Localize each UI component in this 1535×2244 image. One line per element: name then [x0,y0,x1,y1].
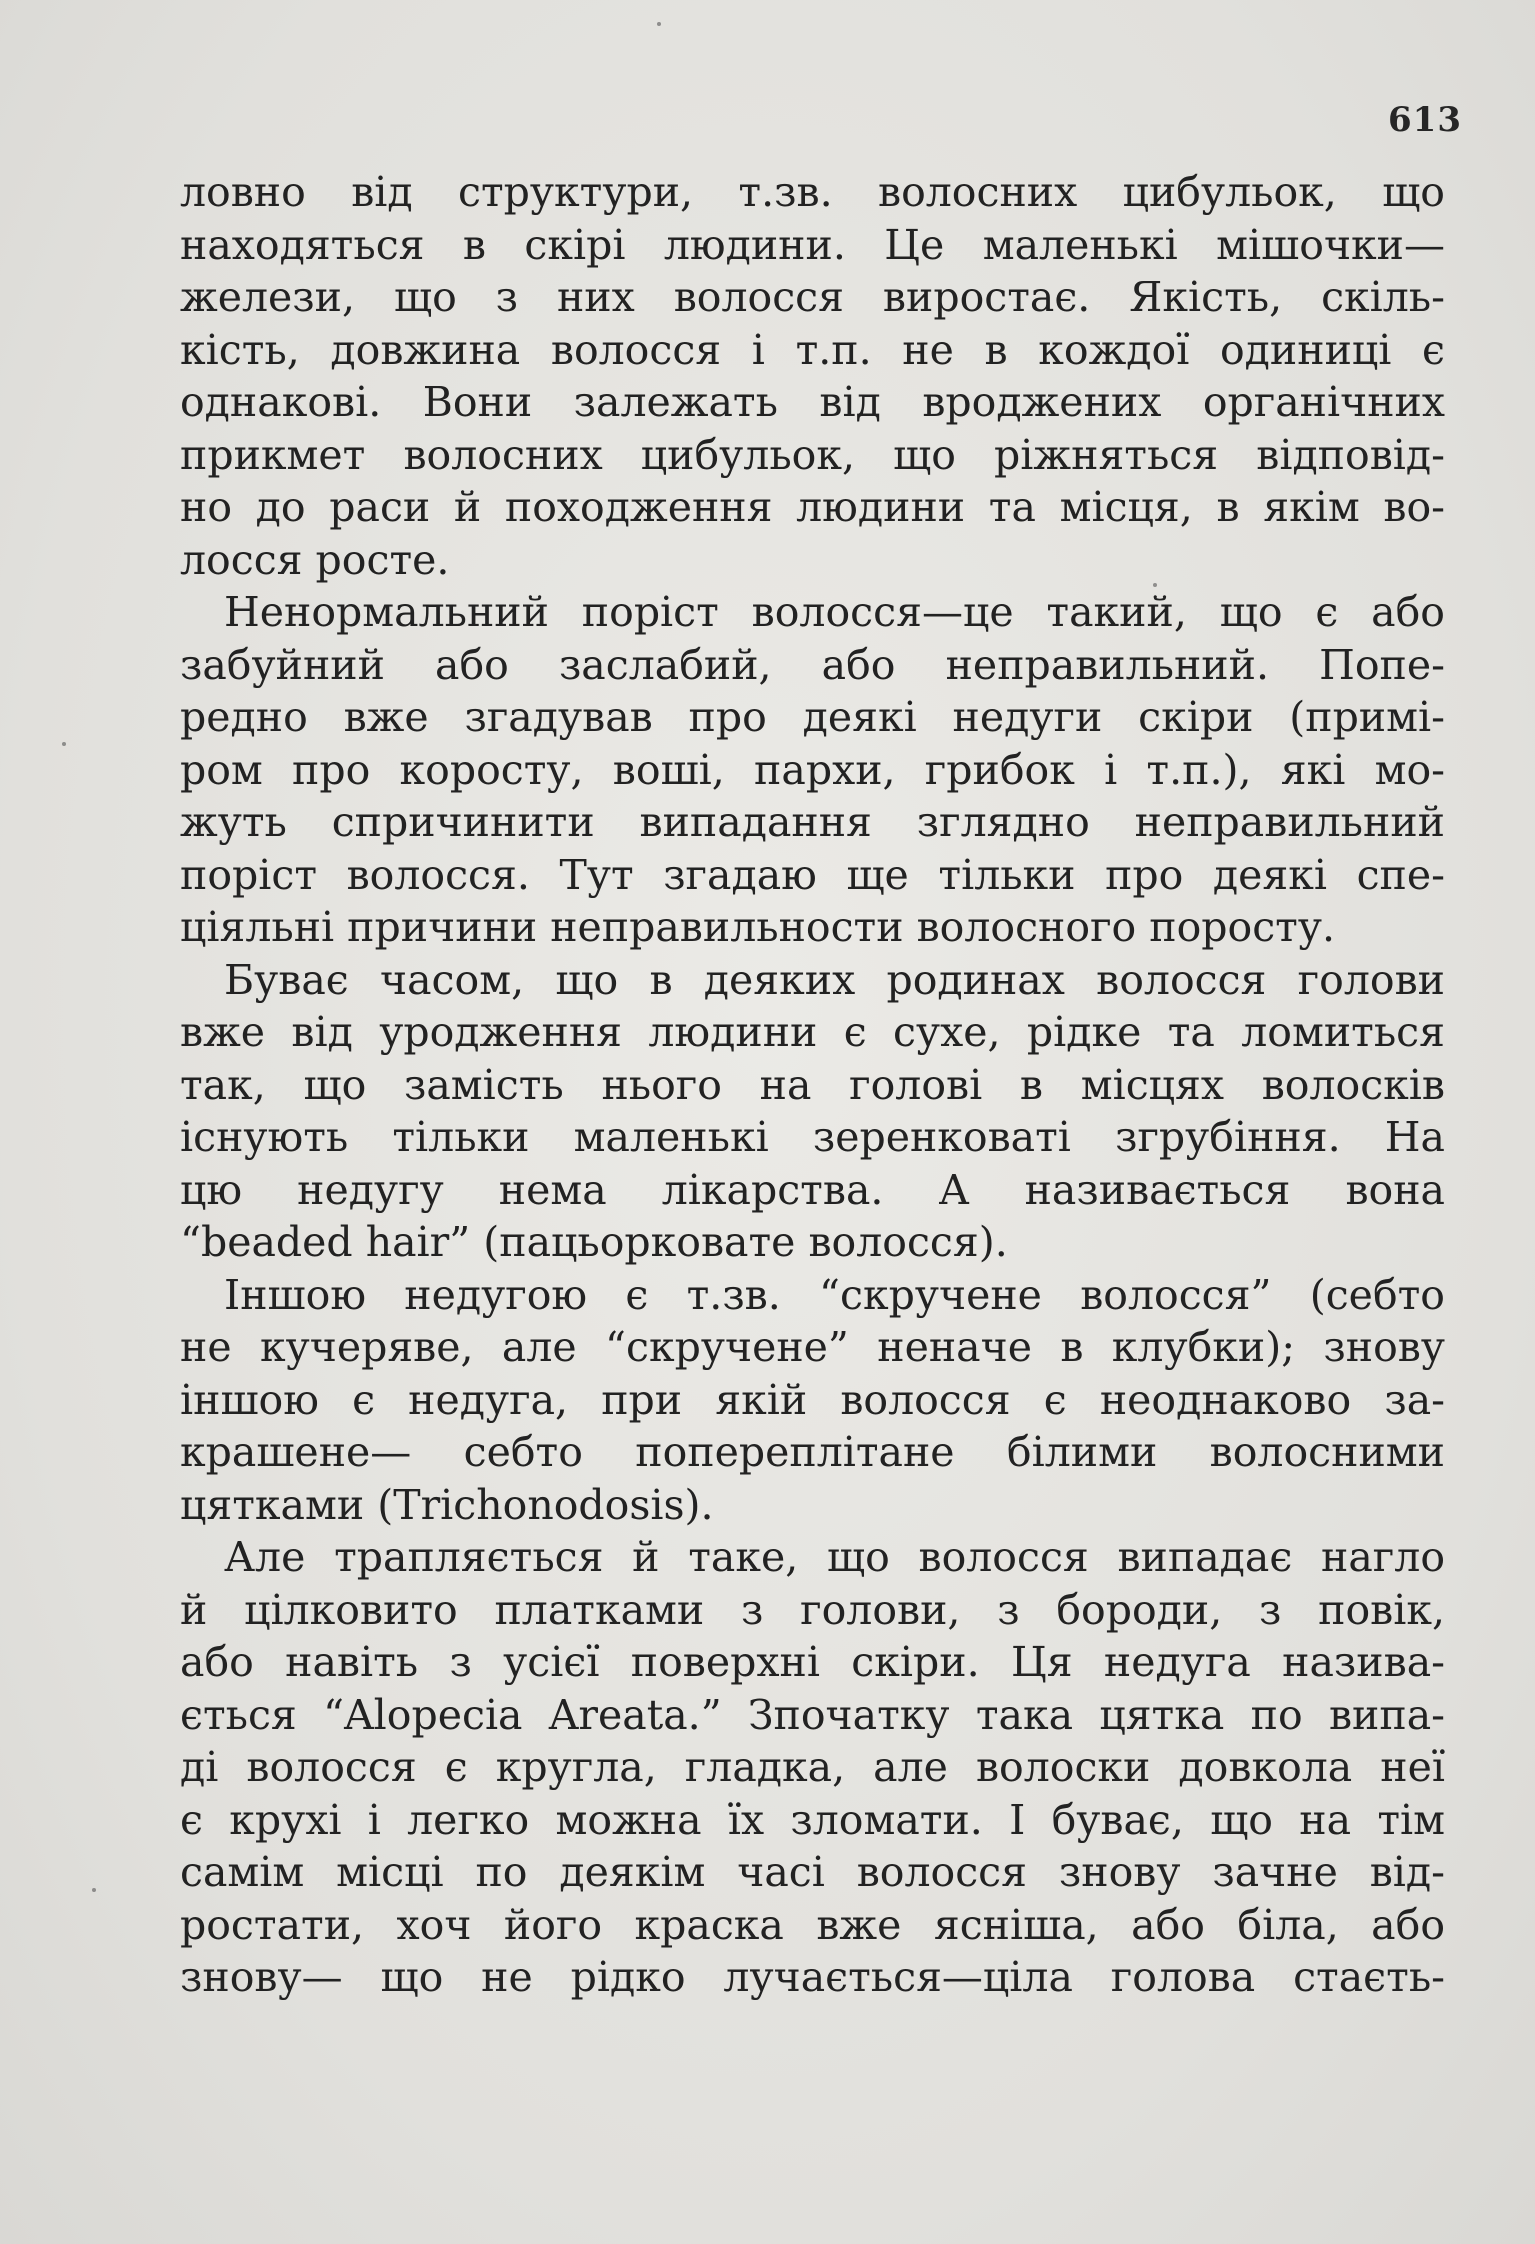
text-line: Іншою недугою є т.зв. “скручене волосся” (себто [224,1270,1445,1319]
text-line: є крухі і легко можна їх зломати. І буває, що на тім [180,1795,1445,1844]
text-line: ром про коросту, воші, пархи, грибок і т.п.), які мо- [180,745,1445,794]
text-line: й цілковито платками з голови, з бороди, з повік, [180,1585,1445,1634]
text-line: Ненормальний поріст волосся—це такий, що є або [224,588,1445,636]
text-line: находяться в скірі людини. Це маленькі мішочки— [180,220,1445,269]
paper-speck [657,22,661,26]
text-line: ловно від структури, т.зв. волосних цибульок, що [180,168,1445,216]
body-text [180,166,1445,2004]
text-line: желези, що з них волосся виростає. Якість, скіль- [180,273,1445,321]
paragraph-1 [180,166,1445,586]
text-line: ціяльні причини неправильности волосного поросту. [180,903,1336,951]
text-line: Але трапляється й таке, що волосся випадає нагло [224,1533,1445,1581]
text-line: кість, довжина волосся і т.п. не в кождої одиниці є [180,325,1445,374]
text-line: “beaded hair” (пацьоркoвате волосся). [180,1218,1008,1266]
text-line: знову— що не рідко лучається—ціла голова стаєть- [180,1953,1445,2001]
paper-speck [62,742,66,746]
text-line: ді волосся є кругла, гладка, але волоски довкола неї [180,1743,1445,1791]
text-line: самім місці по деякім часі волосся знову зачне від- [180,1848,1445,1896]
text-line: або навіть з усієї поверхні скіри. Ця недуга назива- [180,1638,1445,1686]
text-line: но до раси й походження людини та місця, в якім во- [180,483,1445,531]
paragraph-5 [180,1531,1445,2004]
paragraph-4 [180,1269,1445,1532]
text-line: цю недугу нема лікарства. А називається вона [180,1165,1445,1214]
text-line: не кучеряве, але “скручене” неначе в клубки); знову [180,1323,1445,1371]
text-line: так, що замість нього на голові в місцях волосків [180,1060,1445,1109]
paragraph-2 [180,586,1445,954]
text-line: іншою є недуга, при якій волосся є неоднаково за- [180,1375,1445,1424]
text-line: редно вже згадував про деякі недуги скіри (примі- [180,693,1445,741]
text-line: лосся росте. [180,535,450,584]
text-line: Буває часом, що в деяких родинах волосся голови [224,955,1445,1004]
text-line: поріст волосся. Тут згадаю ще тільки про деякі спе- [180,850,1445,899]
paper-speck [1153,583,1157,587]
text-line: прикмет волосних цибульок, що ріжняться відповід- [180,430,1445,479]
text-line: ростати, хоч його краска вже ясніша, або біла, або [180,1900,1445,1949]
page-number: 613 [1388,100,1462,140]
text-line: жуть спричинити випадання зглядно неправильний [180,798,1445,846]
text-line: існують тільки маленькі зеренковаті згрубіння. На [180,1113,1445,1161]
text-line: крашене— себто попереплітане білими волосними [180,1428,1445,1476]
text-line: ється “Alopecia Areata.” Зпочатку така цятка по випа- [180,1690,1445,1739]
text-line: забуйний або заслабий, або неправильний. Попе- [180,640,1445,689]
text-line: однакові. Вони залежать від вроджених органічних [180,378,1445,426]
paragraph-3 [180,954,1445,1269]
paper-speck [92,1888,96,1892]
text-line: цятками (Trichonodosis). [180,1480,714,1529]
text-line: вже від уродження людини є сухе, рідке та ломиться [180,1008,1445,1056]
